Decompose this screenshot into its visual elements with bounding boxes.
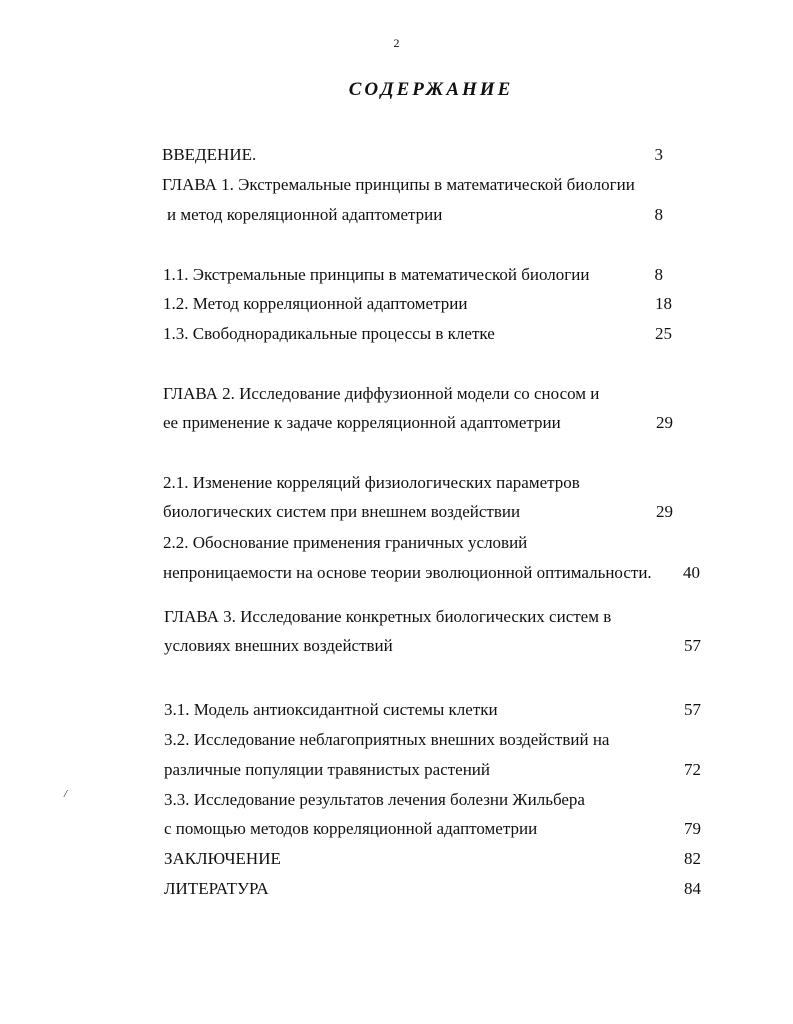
toc-entry-text: различные популяции травянистых растений	[164, 760, 491, 779]
page-number: 2	[393, 36, 400, 50]
toc-entry-page: 8	[654, 265, 663, 284]
toc-entry-text: 1.2. Метод корреляционной адаптометрии	[163, 294, 468, 313]
toc-entry-page: 57	[684, 636, 701, 655]
toc-entry-text: и метод кореляционной адаптометрии	[167, 205, 443, 224]
page-title: СОДЕРЖАНИЕ	[348, 79, 514, 100]
toc-entry-text: 2.2. Обоснование применения граничных условий	[163, 533, 528, 552]
toc-entry-text: непроницаемости на основе теории эволюционной оптимальности.	[163, 563, 652, 582]
toc-entry-page: 79	[684, 819, 701, 838]
toc-entry-text: 1.1. Экстремальные принципы в математической биологии	[163, 265, 590, 284]
toc-entry-page: 40	[683, 563, 700, 582]
toc-entry-page: 82	[684, 849, 701, 868]
stray-mark: /	[64, 788, 68, 800]
toc-entry-page: 3	[654, 145, 663, 164]
toc-entry-text: 3.1. Модель антиоксидантной системы клетки	[164, 700, 498, 719]
toc-entry-page: 8	[654, 205, 663, 224]
toc-entry-page: 57	[684, 700, 701, 719]
toc-entry-text: ее применение к задаче корреляционной адаптометрии	[163, 413, 561, 432]
toc-entry-text: биологических систем при внешнем воздействии	[163, 502, 521, 521]
toc-entry-page: 72	[684, 760, 701, 779]
toc-entry-text: ГЛАВА 2. Исследование диффузионной модели со сносом и	[163, 384, 600, 403]
toc-entry-text: ВВЕДЕНИЕ.	[162, 145, 257, 164]
toc-entry-text: ЛИТЕРАТУРА	[164, 879, 269, 898]
toc-entry-text: 3.3. Исследование результатов лечения болезни Жильбера	[164, 790, 585, 809]
toc-entry-text: 1.3. Свободнорадикальные процессы в клетке	[163, 324, 495, 343]
toc-entry-text: условиях внешних воздействий	[164, 636, 393, 655]
toc-entry-page: 29	[656, 502, 673, 521]
toc-entry-text: 2.1. Изменение корреляций физиологических параметров	[163, 473, 580, 492]
toc-entry-text: ГЛАВА 3. Исследование конкретных биологических систем в	[164, 607, 612, 626]
toc-entry-page: 25	[655, 324, 672, 343]
toc-entry-text: ГЛАВА 1. Экстремальные принципы в математической биологии	[162, 175, 635, 194]
toc-entry-text: ЗАКЛЮЧЕНИЕ	[164, 849, 281, 868]
toc-entry-page: 18	[655, 294, 672, 313]
toc-entry-text: с помощью методов корреляционной адаптометрии	[164, 819, 538, 838]
toc-entry-page: 29	[656, 413, 673, 432]
toc-entry-page: 84	[684, 879, 701, 898]
toc-entry-text: 3.2. Исследование неблагоприятных внешних воздействий на	[164, 730, 610, 749]
